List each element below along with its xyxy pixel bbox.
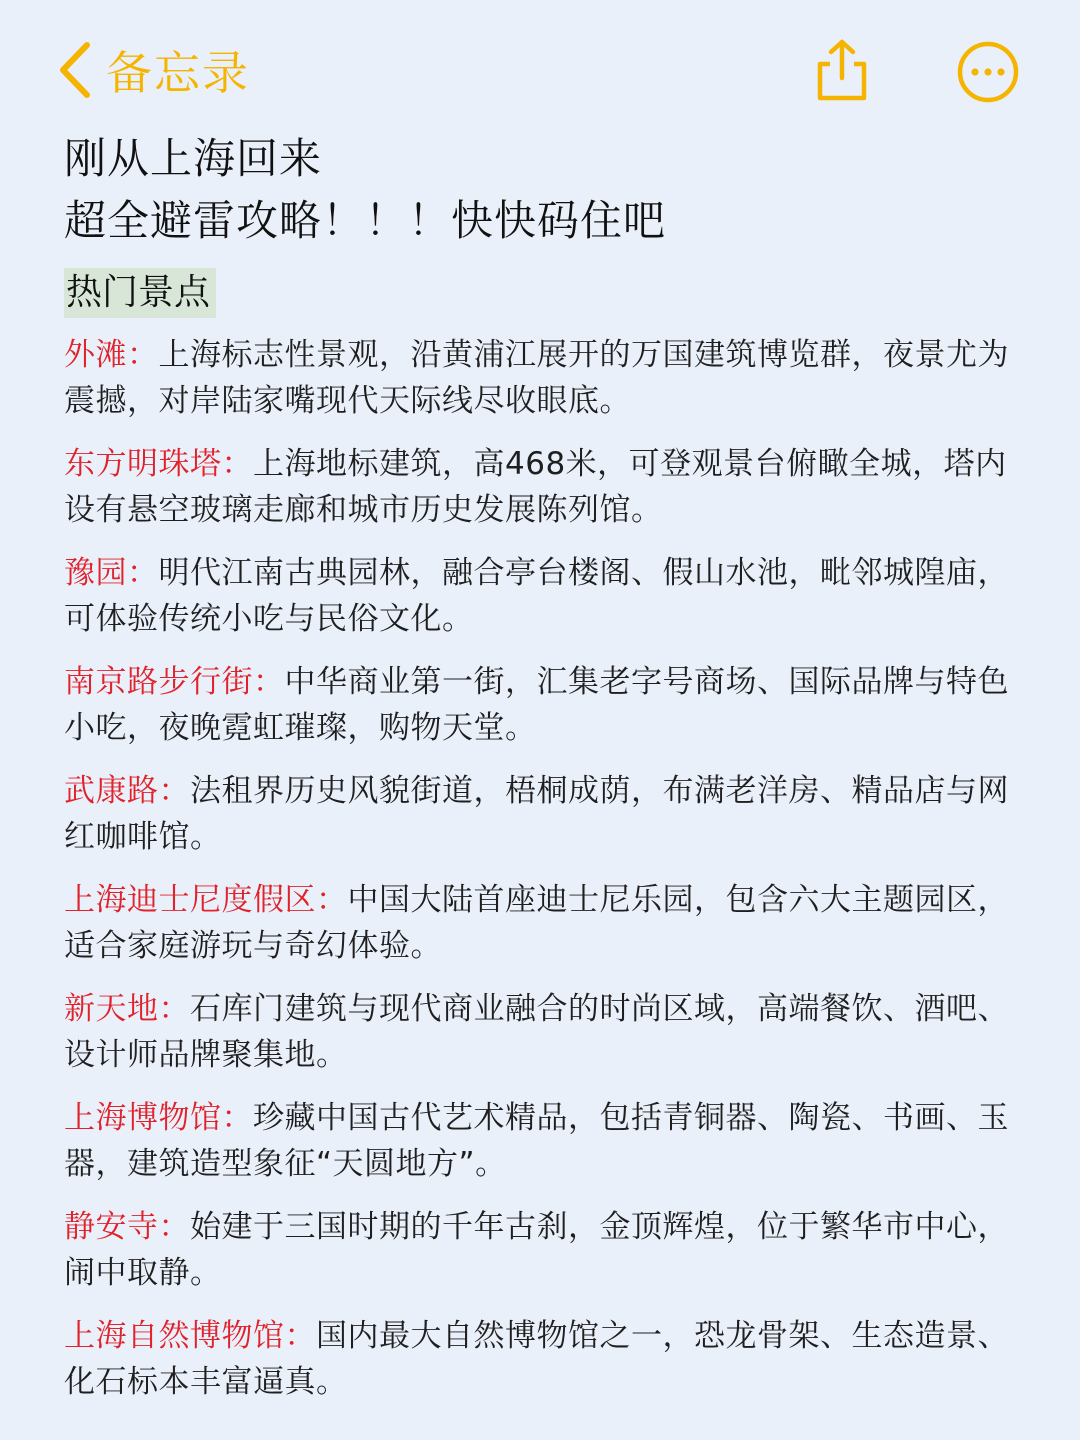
attraction-description: 中国大陆首座迪士尼乐园，包含六大主题园区，适合家庭游玩与奇幻体验。 bbox=[64, 882, 1009, 964]
note-title-line-1: 刚从上海回来 bbox=[64, 134, 323, 183]
attraction-description: 国内最大自然博物馆之一，恐龙骨架、生态造景、化石标本丰富逼真。 bbox=[64, 1318, 1009, 1400]
attraction-description: 上海标志性景观，沿黄浦江展开的万国建筑博览群，夜景尤为震撼，对岸陆家嘴现代天际线尽收眼底。 bbox=[64, 337, 1009, 419]
attraction-name: 东方明珠塔： bbox=[64, 446, 253, 482]
back-label: 备忘录 bbox=[106, 46, 250, 100]
attraction-name: 外滩： bbox=[64, 337, 159, 373]
share-icon bbox=[812, 87, 872, 106]
list-item bbox=[64, 659, 1026, 751]
section-heading: 热门景点 bbox=[64, 268, 216, 318]
note-title-line-2: 超全避雷攻略！！！快快码住吧 bbox=[64, 196, 667, 245]
list-item bbox=[64, 986, 1026, 1078]
attraction-description: 中华商业第一街，汇集老字号商场、国际品牌与特色小吃，夜晚霓虹璀璨，购物天堂。 bbox=[64, 664, 1009, 746]
attraction-description: 上海地标建筑，高468米，可登观景台俯瞰全城，塔内设有悬空玻璃走廊和城市历史发展陈列馆。 bbox=[64, 446, 1007, 528]
attraction-name: 新天地： bbox=[64, 991, 190, 1027]
navigation-bar bbox=[0, 0, 1080, 130]
list-item bbox=[64, 441, 1026, 533]
attraction-description: 明代江南古典园林，融合亭台楼阁、假山水池，毗邻城隍庙，可体验传统小吃与民俗文化。 bbox=[64, 555, 1009, 637]
list-item bbox=[64, 877, 1026, 969]
attraction-name: 南京路步行街： bbox=[64, 664, 285, 700]
back-button[interactable] bbox=[58, 38, 250, 102]
share-button[interactable] bbox=[812, 38, 872, 102]
attraction-list bbox=[64, 332, 1026, 1405]
more-button[interactable] bbox=[956, 40, 1020, 104]
list-item bbox=[64, 550, 1026, 642]
attraction-description: 始建于三国时期的千年古刹，金顶辉煌，位于繁华市中心，闹中取静。 bbox=[64, 1209, 1009, 1291]
attraction-description: 石库门建筑与现代商业融合的时尚区域，高端餐饮、酒吧、设计师品牌聚集地。 bbox=[64, 991, 1009, 1073]
list-item bbox=[64, 1095, 1026, 1187]
list-item bbox=[64, 768, 1026, 860]
attraction-name: 武康路： bbox=[64, 773, 190, 809]
note-content[interactable] bbox=[64, 128, 1026, 1422]
chevron-left-icon bbox=[58, 41, 92, 99]
attraction-name: 豫园： bbox=[64, 555, 159, 591]
list-item bbox=[64, 332, 1026, 424]
list-item bbox=[64, 1313, 1026, 1405]
attraction-name: 上海博物馆： bbox=[64, 1100, 253, 1136]
attraction-description: 法租界历史风貌街道，梧桐成荫，布满老洋房、精品店与网红咖啡馆。 bbox=[64, 773, 1009, 855]
attraction-description: 珍藏中国古代艺术精品，包括青铜器、陶瓷、书画、玉器，建筑造型象征“天圆地方”。 bbox=[64, 1100, 1009, 1182]
attraction-name: 上海自然博物馆： bbox=[64, 1318, 316, 1354]
more-icon bbox=[956, 89, 1020, 108]
attraction-name: 上海迪士尼度假区： bbox=[64, 882, 348, 918]
list-item bbox=[64, 1204, 1026, 1296]
attraction-name: 静安寺： bbox=[64, 1209, 190, 1245]
